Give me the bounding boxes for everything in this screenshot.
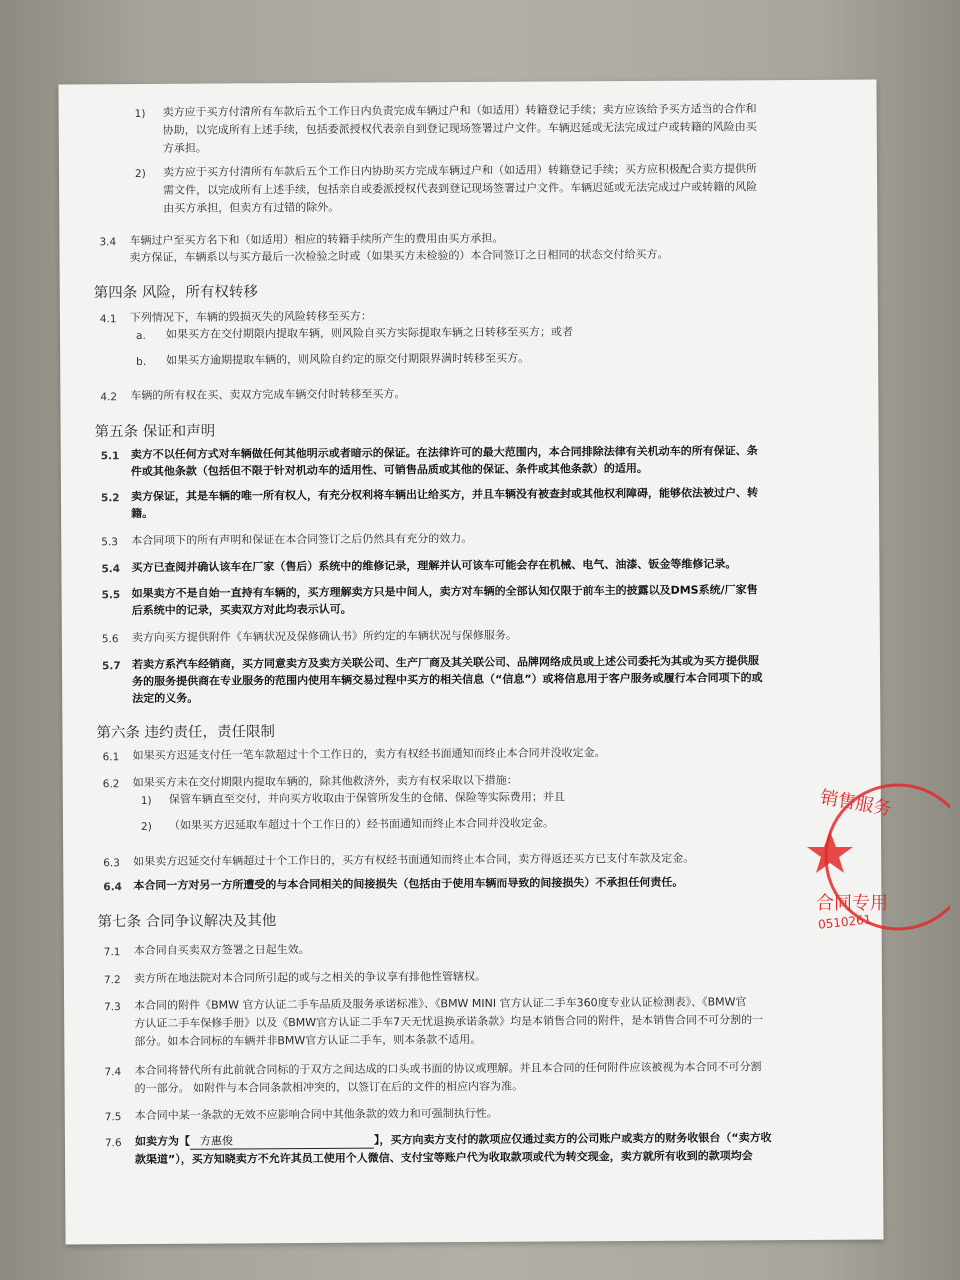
clause-text: 卖方应于买方付清所有车款后五个工作日内协助买方完成车辆过户和（如适用）转籍登记手续；买方应积极配合卖方提供所: [162, 162, 758, 179]
clause-text: 由买方承担，但卖方有过错的除外。: [163, 200, 340, 215]
clause-number: 5.5: [101, 589, 121, 602]
item-number: 1): [140, 794, 152, 808]
clause-text: 卖方保证，车辆系以与买方最后一次检验之时或（如果买方未检验的）本合同签订之日相同的状态交付给买方。: [129, 247, 669, 265]
clause-number: 5.1: [100, 450, 120, 463]
clause-number: 7.6: [104, 1137, 122, 1150]
section-heading: 第七条 合同争议解决及其他: [97, 913, 277, 931]
clause-text: 如果买方未在交付期限内提取车辆的，除其他救济外，卖方有权采取以下措施：: [132, 773, 518, 790]
section-heading: 第五条 保证和声明: [94, 423, 216, 441]
clause-text: 卖方应于买方付清所有车款后五个工作日内负责完成车辆过户和（如适用）转籍登记手续；卖方应该给予买方适当的合作和: [162, 102, 757, 119]
clause-number: 5.2: [100, 492, 120, 505]
clause-text: 保管车辆直至交付，并向买方收取由于保管所发生的仓储、保险等实际费用；并且: [168, 790, 565, 806]
clause-number: 7.4: [104, 1066, 122, 1079]
clause-number: 4.1: [99, 313, 117, 326]
clause-text: 籍。: [131, 506, 154, 521]
clause-number: 7.3: [104, 1001, 121, 1014]
item-letter: a.: [135, 329, 146, 343]
clause-text: 若卖方系汽车经销商，买方同意卖方及卖方关联公司、生产厂商及其关联公司、品牌网络成员或上述公司委托为其或为买方提供服: [131, 654, 760, 672]
clause-number: 5.4: [101, 563, 121, 576]
clause-number: 6.4: [103, 881, 123, 894]
clause-text: 方承担。: [162, 141, 207, 155]
clause-text: 如果买方迟延支付任一笔车款超过十个工作日的，卖方有权经书面通知而终止本合同并没收定金。: [132, 746, 606, 763]
clause-text: 本合同的附件《BMW 官方认证二手车品质及服务承诺标准》、《BMW MINI 官方认证二手车360度专业认证检测表》、《BMW官: [134, 995, 747, 1013]
item-number: 2): [134, 167, 146, 181]
section-heading: 第四条 风险，所有权转移: [93, 284, 258, 302]
contract-page: [58, 80, 883, 1245]
clause-number: 5.6: [101, 633, 119, 646]
clause-text: 买方已查阅并确认该车在厂家（售后）系统中的维修记录，理解并认可该车可能会存在机械、电气、油漆、钣金等维修记录。: [131, 557, 737, 575]
clause-text: 卖方不以任何方式对车辆做任何其他明示或者暗示的保证。在法律许可的最大范围内，本合同排除法律有关机动车的所有保证、条: [130, 444, 758, 462]
clause-text: 本合同项下的所有声明和保证在本合同签订之后仍然具有充分的效力。: [131, 531, 473, 548]
clause-text: 如果卖方迟延交付车辆超过十个工作日的，买方有权经书面通知而终止本合同，卖方得返还买方已支付车款及定金。: [133, 851, 695, 869]
clause-text: 本合同将替代所有此前就合同标的于双方之间达成的口头或书面的协议或理解。并且本合同的任何附件应该被视为本合同不可分割: [134, 1060, 762, 1078]
clause-text: 卖方向买方提供附件《车辆状况及保修确认书》所约定的车辆状况与保修服务。: [131, 628, 517, 645]
clause-text: 车辆的所有权在买、卖双方完成车辆交付时转移至买方。: [130, 387, 406, 403]
clause-suffix: 】，买方向卖方支付的款项应仅通过卖方的公司账户或卖方的财务收银台（“卖方收: [373, 1131, 772, 1147]
seal-text: 合同专用: [816, 893, 888, 914]
seller-name-field: 方惠俊: [190, 1134, 374, 1150]
clause-text: 本合同一方对另一方所遭受的与本合同相关的间接损失（包括由于使用车辆而导致的间接损失）不承担任何责任。: [133, 875, 684, 893]
clause-text: 本合同自买卖双方签署之日起生效。: [133, 942, 310, 958]
clause-text: 车辆过户至买方名下和（如适用）相应的转籍手续所产生的费用由买方承担。: [129, 231, 504, 248]
clause-text: 需文件，以完成所有上述手续，包括亲自或委派授权代表到登记现场签署过户文件。车辆迟延或无法完成过户或转籍的风险: [163, 180, 758, 197]
section-heading: 第六条 违约责任，责任限制: [96, 724, 276, 742]
seal-text: 销售服务: [818, 786, 894, 821]
clause-text: 如果买方在交付期限内提取车辆，则风险自买方实际提取车辆之日转移至买方；或者: [165, 325, 574, 341]
item-number: 1): [134, 107, 146, 121]
clause-number: 7.2: [103, 974, 121, 987]
item-letter: b.: [136, 355, 147, 369]
clause-text: 后系统中的记录，买卖双方对此均表示认可。: [131, 602, 352, 618]
clause-number: 6.3: [103, 857, 120, 870]
seal-star-icon: [807, 831, 853, 873]
clause-text: 卖方保证，其是车辆的唯一所有权人，有充分权利将车辆出让给买方，并且车辆没有被查封或其他权利障碍，能够依法被过户、转: [130, 486, 759, 504]
clause-text: 方认证二手车保修手册》以及《BMW官方认证二手车7天无忧退换承诺条款》均是本销售合同的附件，是本销售合同不可分割的一: [134, 1013, 764, 1031]
clause-prefix: 如卖方为【: [134, 1134, 190, 1149]
clause-text: 协助，以完成所有上述手续，包括委派授权代表亲自到登记现场签署过户文件。车辆迟延或无法完成过户或转籍的风险由买: [162, 120, 757, 137]
clause-text: 件或其他条款（包括但不限于针对机动车的适用性、可销售品质或其他的保证、条件或其他条款）的适用。: [130, 461, 648, 479]
clause-text: [135, 1131, 772, 1150]
clause-number: 6.2: [102, 778, 120, 791]
clause-text: 部分。如本合同标的车辆并非BMW官方认证二手车，则本条款不适用。: [134, 1032, 482, 1049]
clause-text: 款渠道”），买方知晓卖方不允许其员工使用个人微信、支付宝等账户代为收取款项或代为转交现金，卖方就所有收到的款项均会: [134, 1149, 753, 1167]
seal-number: 0510261: [817, 912, 873, 932]
clause-number: 7.1: [103, 946, 121, 959]
clause-text: 的一部分。 如附件与本合同条款相冲突的，以签订在后的文件的相应内容为准。: [134, 1079, 524, 1096]
clause-text: 本合同中某一条款的无效不应影响合同中其他条款的效力和可强制执行性。: [134, 1106, 498, 1123]
company-seal: [800, 775, 950, 945]
clause-number: 6.1: [102, 751, 120, 764]
clause-text: 卖方所在地法院对本合同所引起的或与之相关的争议享有排他性管辖权。: [133, 969, 486, 986]
clause-text: 如果买方逾期提取车辆的，则风险自约定的原交付期限界满时转移至买方。: [166, 351, 530, 367]
clause-number: 7.5: [104, 1111, 122, 1124]
clause-number: 4.2: [100, 391, 118, 404]
clause-number: 5.3: [101, 536, 119, 549]
clause-number: 3.4: [99, 236, 117, 249]
clause-text: 下列情况下，车辆的毁损灭失的风险转移至买方：: [129, 309, 372, 325]
item-number: 2): [140, 820, 152, 834]
clause-text: 法定的义务。: [132, 691, 199, 706]
clause-text: 如果卖方不是自始一直持有车辆的，买方理解卖方只是中间人，卖方对车辆的全部认知仅限于前车主的披露以及DMS系统/厂家售: [131, 583, 758, 601]
clause-text: （如果买方迟延取车超过十个工作日的）经书面通知而终止本合同并没收定金。: [168, 816, 555, 832]
clause-number: 5.7: [101, 660, 121, 673]
clause-text: 务的服务提供商在专业服务的范围内使用车辆交易过程中买方的相关信息（“信息”）或将信息用于客户服务或履行本合同项下的或: [132, 671, 763, 689]
